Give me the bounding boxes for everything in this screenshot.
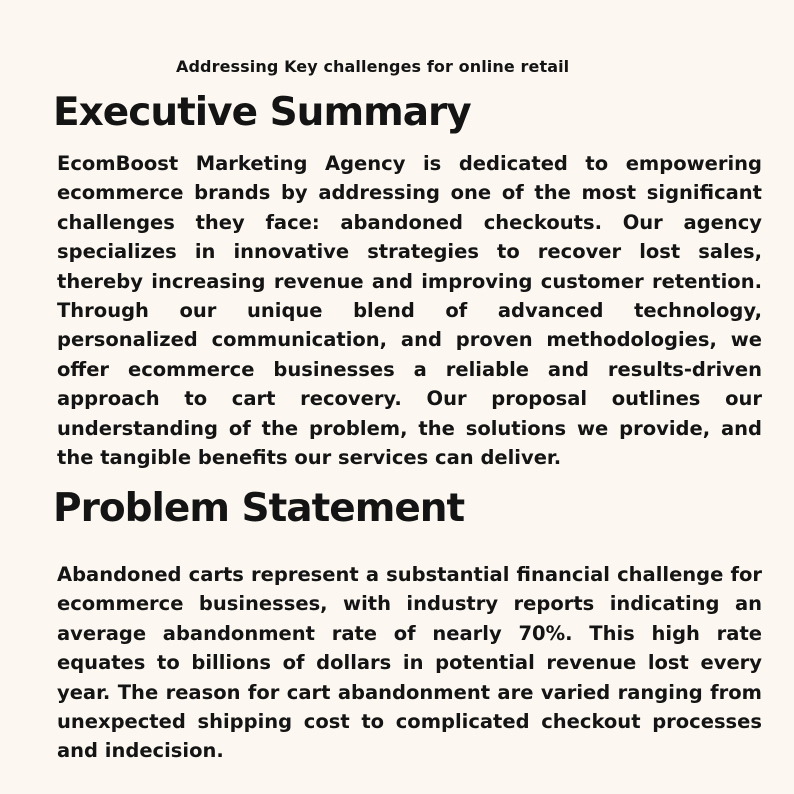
problem-statement-heading: Problem Statement: [53, 486, 465, 531]
problem-statement-paragraph: Abandoned carts represent a substantial financial challenge for ecommerce businesses, with industry reports indicating an average abandonment rate of nearly 70%. This high rate equates to billions of dollars in potential revenue lost every year. The reason for cart abandonment are varied ranging from unexpected shipping cost to complicated checkout processes and indecision.: [57, 563, 762, 763]
document-subtitle: Addressing Key challenges for online retail: [176, 57, 570, 76]
executive-summary-paragraph: EcomBoost Marketing Agency is dedicated to empowering ecommerce brands by addressing one of the most significant challenges they face: abandoned checkouts. Our agency specializes in innovative strategies to recover lost sales, thereby increasing revenue and improving customer retention. Through our unique blend of advanced technology, personalized communication, and proven methodologies, we offer ecommerce businesses a reliable and results-driven approach to cart recovery. Our proposal outlines our understanding of the problem, the solutions we provide, and the tangible benefits our services can deliver.: [57, 152, 762, 470]
executive-summary-heading: Executive Summary: [53, 90, 471, 135]
